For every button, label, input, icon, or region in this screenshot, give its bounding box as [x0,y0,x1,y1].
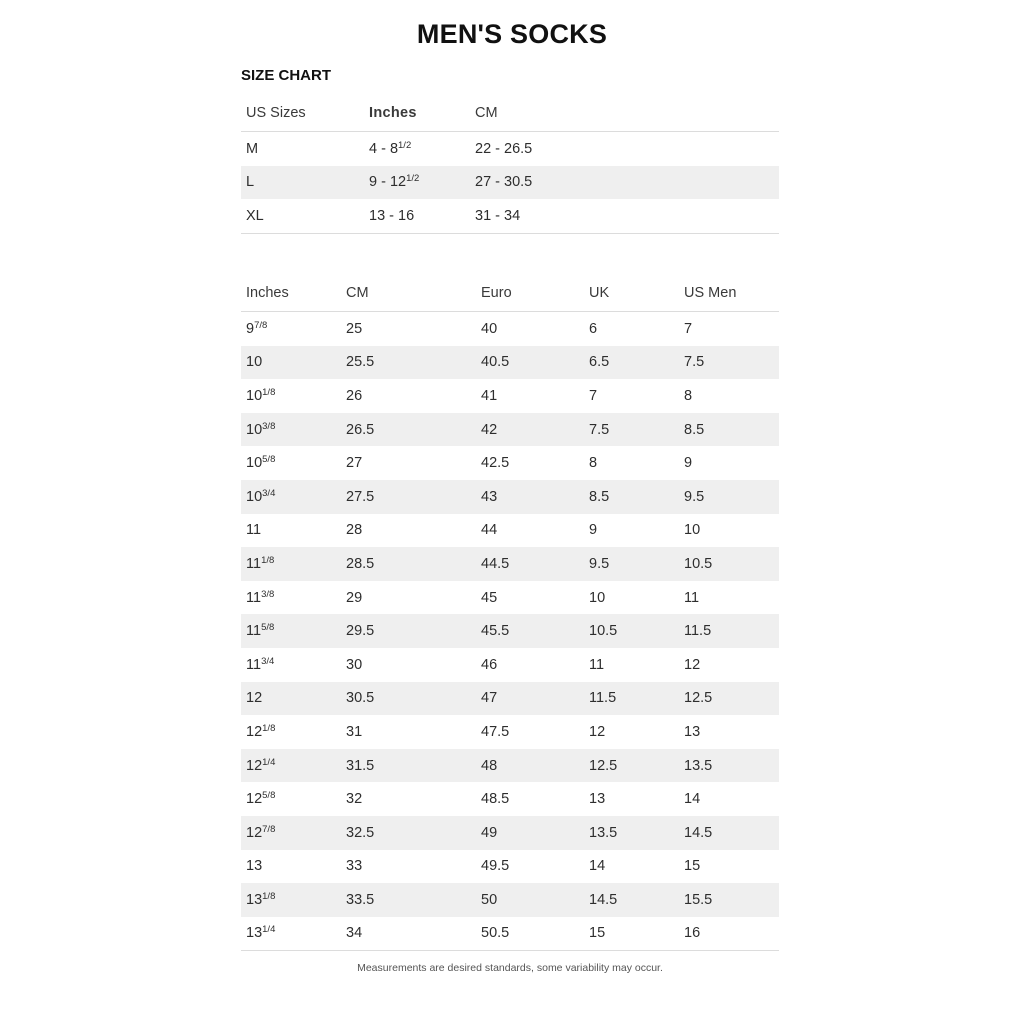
uk-cell-value: 9 [589,522,598,539]
inches-cell [241,446,341,480]
us-men-cell [679,514,779,548]
us-men-cell [679,715,779,749]
cm-cell-value: 32.5 [346,824,375,841]
cm-cell [341,816,476,850]
cm-cell [470,166,779,200]
cm-cell-value: 30 [346,656,363,673]
euro-cell-value: 50 [481,891,498,908]
cm-cell-value: 30.5 [346,690,375,707]
conversion-table-row [241,413,779,447]
us-men-cell [679,312,779,346]
euro-cell [476,346,584,380]
us-men-cell-value: 13 [684,723,701,740]
uk-cell-value: 6 [589,320,598,337]
uk-cell-value: 13.5 [589,824,618,841]
uk-cell-value: 13 [589,791,606,808]
euro-cell-value: 44.5 [481,555,510,572]
us-men-cell [679,749,779,783]
inches-cell-value: 9 - 12 [369,174,407,191]
euro-cell [476,917,584,951]
us-men-cell-value: 12 [684,656,701,673]
us-men-cell [679,850,779,884]
uk-cell-value: 11 [589,656,605,673]
size-cell [241,166,364,200]
cm-cell [341,547,476,581]
us-men-cell [679,614,779,648]
cm-cell-value: 28 [346,522,363,539]
euro-cell [476,715,584,749]
inches-cell-fraction: 1/8 [262,722,276,734]
size-table [241,95,779,234]
size-cell [241,199,364,233]
conversion-table-row [241,614,779,648]
us-men-cell [679,480,779,514]
us-men-cell [679,682,779,716]
size-table-header: Inches [364,95,470,132]
inches-cell [364,166,470,200]
conversion-table-row [241,816,779,850]
footnote: Measurements are desired standards, some variability may occur. [357,962,663,974]
size-cell-value: L [246,174,255,191]
euro-cell [476,816,584,850]
uk-cell-value: 7.5 [589,421,610,438]
uk-cell-value: 10.5 [589,623,618,640]
cm-cell [341,682,476,716]
inches-cell-value: 13 [246,858,263,875]
cm-cell-value: 34 [346,925,363,942]
euro-cell [476,648,584,682]
us-men-cell-value: 11 [684,589,700,606]
inches-cell [241,816,341,850]
inches-cell-fraction: 1/8 [262,890,276,902]
inches-cell-value: 11 [246,589,262,606]
inches-cell [241,379,341,413]
cm-cell-value: 25.5 [346,354,375,371]
conversion-table-row [241,715,779,749]
us-men-cell-value: 8.5 [684,421,705,438]
euro-cell-value: 50.5 [481,925,510,942]
uk-cell [584,614,679,648]
inches-cell-value: 9 [246,320,255,337]
us-men-cell-value: 7.5 [684,354,705,371]
conversion-table-header: Inches [241,275,341,312]
uk-cell [584,749,679,783]
uk-cell-value: 14.5 [589,891,618,908]
cm-cell-value: 26.5 [346,421,375,438]
uk-cell [584,850,679,884]
inches-cell [241,312,341,346]
inches-cell-value: 11 [246,656,262,673]
euro-cell-value: 48 [481,757,498,774]
page-title: MEN'S SOCKS [416,19,608,49]
conversion-table-row [241,782,779,816]
conversion-table-body [241,312,779,951]
cm-cell [341,312,476,346]
euro-cell [476,312,584,346]
us-men-cell-value: 15.5 [684,891,713,908]
euro-cell [476,413,584,447]
euro-cell [476,379,584,413]
uk-cell-value: 8 [589,455,598,472]
us-men-cell [679,782,779,816]
euro-cell [476,850,584,884]
euro-cell-value: 40.5 [481,354,510,371]
uk-cell-value: 11.5 [589,690,617,707]
euro-cell-value: 45 [481,589,498,606]
cm-cell [341,581,476,615]
uk-cell-value: 6.5 [589,354,610,371]
cm-cell [470,199,779,233]
cm-cell [341,715,476,749]
uk-cell [584,648,679,682]
uk-cell-value: 8.5 [589,488,610,505]
conversion-table-row [241,312,779,346]
euro-cell-value: 46 [481,656,498,673]
size-table-header: US Sizes [241,95,364,132]
conversion-table-row [241,446,779,480]
euro-cell-value: 45.5 [481,623,510,640]
conversion-table-row [241,883,779,917]
cm-cell [341,614,476,648]
inches-cell-value: 11 [246,555,262,572]
size-cell-value: XL [246,207,264,224]
inches-cell-fraction: 7/8 [254,319,268,331]
inches-cell-fraction: 3/8 [262,420,276,432]
euro-cell [476,514,584,548]
inches-cell-value: 12 [246,824,263,841]
conversion-table-row [241,379,779,413]
us-men-cell-value: 13.5 [684,757,713,774]
size-table-row [241,199,779,233]
size-table-header: CM [470,95,779,132]
cm-cell-value: 31.5 [346,757,375,774]
us-men-cell [679,547,779,581]
inches-cell [241,581,341,615]
conversion-table-row [241,850,779,884]
us-men-cell-value: 11.5 [684,623,712,640]
uk-cell [584,782,679,816]
cm-cell [341,749,476,783]
inches-cell-value: 11 [246,623,262,640]
inches-cell [241,883,341,917]
us-men-cell-value: 16 [684,925,701,942]
uk-cell [584,312,679,346]
inches-cell-fraction: 1/2 [406,173,420,185]
uk-cell-value: 12 [589,723,606,740]
cm-cell [341,883,476,917]
conversion-table [241,275,779,951]
uk-cell [584,715,679,749]
us-men-cell [679,446,779,480]
inches-cell-fraction: 3/4 [261,655,275,667]
uk-cell [584,547,679,581]
inches-cell-value: 11 [246,522,262,539]
inches-cell-fraction: 1/8 [261,554,275,566]
euro-cell-value: 40 [481,320,498,337]
cm-cell-value: 33.5 [346,891,375,908]
uk-cell-value: 10 [589,589,606,606]
us-men-cell-value: 10.5 [684,555,713,572]
inches-cell [241,749,341,783]
inches-cell-value: 13 [246,891,263,908]
cm-cell-value: 29 [346,589,363,606]
uk-cell [584,581,679,615]
euro-cell [476,614,584,648]
inches-cell-value: 12 [246,723,263,740]
inches-cell-fraction: 3/8 [261,588,275,600]
euro-cell-value: 42 [481,421,498,438]
inches-cell [241,917,341,951]
size-table-row [241,132,779,166]
us-men-cell-value: 12.5 [684,690,713,707]
euro-cell-value: 43 [481,488,498,505]
inches-cell [241,682,341,716]
uk-cell [584,446,679,480]
inches-cell-fraction: 5/8 [261,621,275,633]
inches-cell-value: 13 [246,925,263,942]
size-table-body [241,132,779,234]
us-men-cell-value: 7 [684,320,693,337]
cm-cell-value: 29.5 [346,623,375,640]
cm-cell [341,480,476,514]
euro-cell [476,782,584,816]
us-men-cell-value: 10 [684,522,701,539]
conversion-table-header: CM [341,275,476,312]
us-men-cell [679,413,779,447]
size-cell-value: M [246,140,259,157]
us-men-cell [679,648,779,682]
euro-cell-value: 49.5 [481,858,510,875]
inches-cell [241,850,341,884]
inches-cell-fraction: 7/8 [262,823,276,835]
inches-cell-fraction: 5/8 [262,789,276,801]
conversion-table-row [241,581,779,615]
size-table-row [241,166,779,200]
conversion-table-row [241,917,779,951]
euro-cell [476,547,584,581]
cm-cell-value: 32 [346,791,363,808]
euro-cell-value: 44 [481,522,498,539]
euro-cell [476,883,584,917]
inches-cell [241,547,341,581]
us-men-cell [679,379,779,413]
inches-cell [241,782,341,816]
us-men-cell [679,346,779,380]
inches-cell-value: 10 [246,455,263,472]
euro-cell [476,581,584,615]
inches-cell-value: 12 [246,757,263,774]
inches-cell-value: 12 [246,791,263,808]
uk-cell [584,883,679,917]
inches-cell [241,413,341,447]
inches-cell-value: 10 [246,354,263,371]
euro-cell-value: 41 [481,387,498,404]
cm-cell [341,782,476,816]
inches-cell-fraction: 1/4 [262,924,276,936]
cm-cell-value: 31 [346,723,363,740]
us-men-cell [679,917,779,951]
inches-cell-fraction: 5/8 [262,453,276,465]
uk-cell [584,917,679,951]
cm-cell [341,917,476,951]
conversion-table-header: US Men [679,275,779,312]
us-men-cell-value: 14 [684,791,701,808]
uk-cell [584,346,679,380]
inches-cell-fraction: 1/8 [262,386,276,398]
us-men-cell-value: 9 [684,455,693,472]
uk-cell [584,816,679,850]
inches-cell [241,346,341,380]
conversion-table-row [241,514,779,548]
cm-cell [341,379,476,413]
cm-cell-value: 27.5 [346,488,375,505]
conversion-table-row [241,547,779,581]
conversion-table-header: UK [584,275,679,312]
inches-cell [241,648,341,682]
cm-cell [341,648,476,682]
cm-cell [341,514,476,548]
uk-cell-value: 7 [589,387,598,404]
conversion-table-row [241,749,779,783]
us-men-cell [679,816,779,850]
conversion-table-row [241,346,779,380]
cm-cell [470,132,779,166]
us-men-cell [679,581,779,615]
cm-cell-value: 31 - 34 [475,207,521,224]
uk-cell-value: 14 [589,858,606,875]
size-table-header-row [241,95,779,132]
conversion-table-row [241,480,779,514]
inches-cell [241,614,341,648]
cm-cell [341,850,476,884]
size-cell [241,132,364,166]
euro-cell-value: 49 [481,824,498,841]
inches-cell-value: 10 [246,488,263,505]
cm-cell [341,446,476,480]
cm-cell-value: 33 [346,858,363,875]
us-men-cell-value: 9.5 [684,488,705,505]
us-men-cell-value: 15 [684,858,701,875]
euro-cell-value: 47.5 [481,723,510,740]
conversion-table-row [241,682,779,716]
conversion-table-header: Euro [476,275,584,312]
uk-cell-value: 9.5 [589,555,610,572]
uk-cell-value: 15 [589,925,606,942]
cm-cell-value: 26 [346,387,363,404]
cm-cell-value: 22 - 26.5 [475,140,533,157]
inches-cell-fraction: 1/2 [398,139,412,151]
inches-cell [364,199,470,233]
us-men-cell [679,883,779,917]
uk-cell-value: 12.5 [589,757,618,774]
us-men-cell-value: 14.5 [684,824,713,841]
cm-cell [341,413,476,447]
euro-cell [476,749,584,783]
euro-cell [476,446,584,480]
euro-cell [476,682,584,716]
cm-cell [341,346,476,380]
uk-cell [584,514,679,548]
uk-cell [584,413,679,447]
inches-cell [364,132,470,166]
cm-cell-value: 27 [346,455,363,472]
euro-cell [476,480,584,514]
euro-cell-value: 47 [481,690,498,707]
us-men-cell-value: 8 [684,387,693,404]
inches-cell [241,514,341,548]
inches-cell-value: 10 [246,387,263,404]
inches-cell-value: 12 [246,690,263,707]
cm-cell-value: 28.5 [346,555,375,572]
inches-cell-value: 4 - 8 [369,140,399,157]
inches-cell-value: 10 [246,421,263,438]
conversion-table-header-row [241,275,779,312]
conversion-table-row [241,648,779,682]
cm-cell-value: 25 [346,320,363,337]
inches-cell [241,480,341,514]
size-chart-heading: SIZE CHART [241,67,331,84]
euro-cell-value: 42.5 [481,455,510,472]
euro-cell-value: 48.5 [481,791,510,808]
inches-cell-fraction: 3/4 [262,487,276,499]
uk-cell [584,379,679,413]
inches-cell-value: 13 - 16 [369,207,415,224]
uk-cell [584,682,679,716]
inches-cell [241,715,341,749]
inches-cell-fraction: 1/4 [262,756,276,768]
cm-cell-value: 27 - 30.5 [475,174,533,191]
uk-cell [584,480,679,514]
